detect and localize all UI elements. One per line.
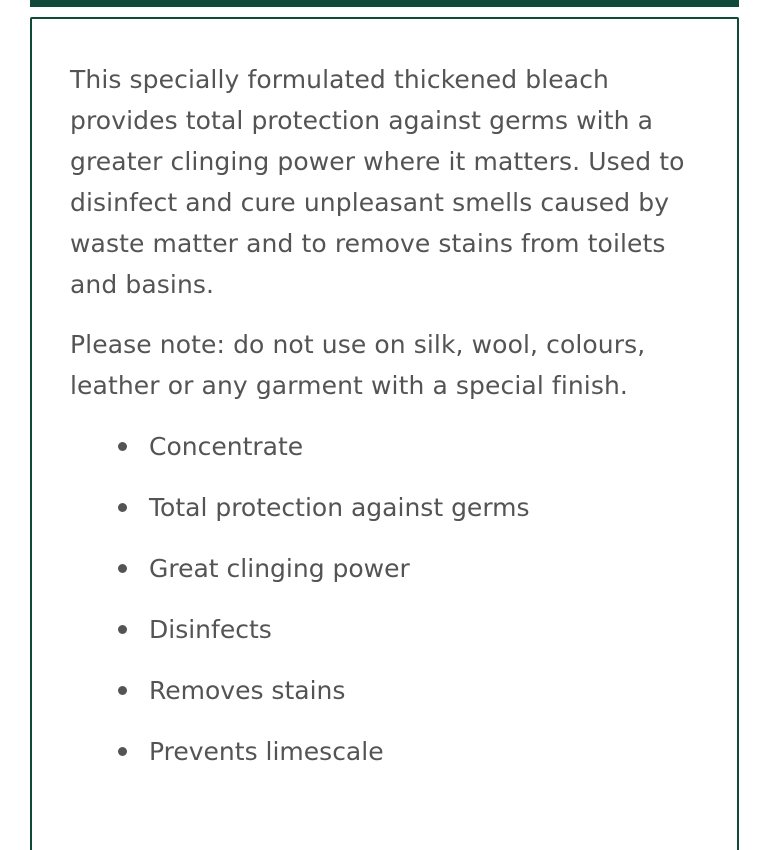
feature-label: Great clinging power: [149, 554, 410, 583]
list-item: [70, 731, 710, 772]
bullet-dot-icon: [118, 564, 127, 573]
feature-label: Disinfects: [149, 615, 272, 644]
description-content: [70, 59, 710, 792]
feature-label: Total protection against germs: [149, 493, 530, 522]
bullet-dot-icon: [118, 625, 127, 634]
bullet-dot-icon: [118, 747, 127, 756]
list-item: [70, 487, 710, 528]
care-note-paragraph: Please note: do not use on silk, wool, colours, leather or any garment with a special finish.: [70, 330, 646, 400]
feature-label: Removes stains: [149, 676, 346, 705]
feature-label: Prevents limescale: [149, 737, 384, 766]
product-description-panel: [30, 17, 739, 850]
description-paragraph: This specially formulated thickened bleach provides total protection against germs with a greater clinging power where it matters. Used to disinfect and cure unpleasant smells caused by waste matter and to remove stains from toilets and basins.: [70, 65, 685, 299]
bullet-dot-icon: [118, 442, 127, 451]
list-item: [70, 609, 710, 650]
bullet-dot-icon: [118, 503, 127, 512]
list-item: [70, 426, 710, 467]
feature-label: Concentrate: [149, 432, 304, 461]
list-item: [70, 548, 710, 589]
bullet-dot-icon: [118, 686, 127, 695]
list-item: [70, 670, 710, 711]
header-accent-bar: [30, 0, 739, 7]
feature-list: [70, 426, 710, 772]
